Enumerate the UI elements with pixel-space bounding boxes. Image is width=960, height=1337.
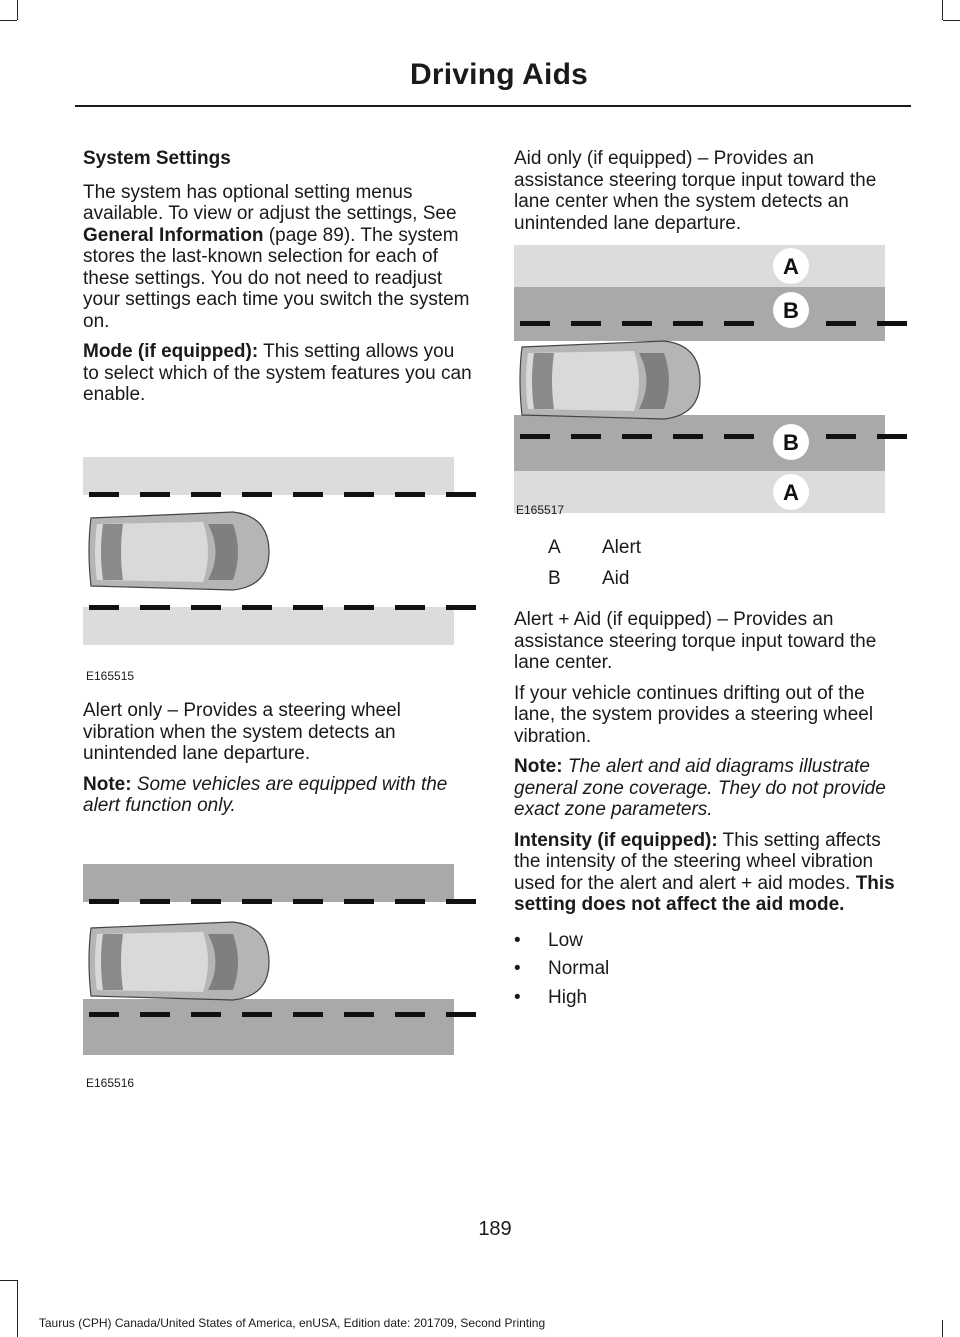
alert-zone-top <box>514 245 885 287</box>
crop-mark-bottom-right-v <box>942 1320 943 1337</box>
svg-text:B: B <box>783 430 799 455</box>
alert-zone-bottom <box>83 999 454 1055</box>
car-icon <box>520 341 700 419</box>
callout-a-bottom <box>773 474 809 510</box>
lane-figure-mode <box>83 455 477 647</box>
lane-figure-alert <box>83 862 477 1056</box>
alert-zone-bottom <box>514 471 885 513</box>
note-alert-only: Note: Some vehicles are equipped with the alert function only. <box>83 773 448 816</box>
figure-code-3: E165517 <box>516 503 565 517</box>
alert-aid-paragraph: Alert + Aid (if equipped) – Provides an assistance steering torque input toward the lane center. <box>514 609 877 673</box>
page-number: 189 <box>478 1218 512 1240</box>
system-settings-heading: System Settings <box>83 148 231 169</box>
right-column-lower <box>514 609 906 1015</box>
callout-b-top <box>773 292 809 328</box>
figure-code-2: E165516 <box>86 1076 135 1090</box>
crop-mark-bottom-left-h <box>0 1280 17 1281</box>
aid-zone-bottom <box>514 415 885 471</box>
crop-mark-top-left-h <box>0 20 17 21</box>
lane-figure-alert-aid <box>514 243 908 515</box>
svg-text:A: A <box>783 254 799 279</box>
figure-code-1: E165515 <box>86 669 135 683</box>
lane-zone-bottom <box>83 607 454 645</box>
left-column-lower <box>83 700 475 826</box>
general-information-link[interactable]: General Information <box>83 224 264 246</box>
lane-zone-top <box>83 457 454 495</box>
list-item: • Normal <box>514 958 610 979</box>
footer-text: Taurus (CPH) Canada/United States of America, enUSA, Edition date: 201709, Second Printing <box>38 1316 546 1330</box>
settings-paragraph: The system has optional setting menus available. To view or adjust the settings, See General Information (page 89). The system stores the last-known selection for each of these settings. You do not need to readjust your settings each time you switch the system on. <box>83 181 470 332</box>
section-title: Driving Aids <box>410 58 588 91</box>
mode-paragraph: Mode (if equipped): This setting allows you to select which of the system features you can enable. <box>83 341 472 405</box>
list-item: • High <box>514 986 588 1008</box>
svg-text:B: B <box>783 298 799 323</box>
car-icon <box>89 922 269 1000</box>
note-diagrams: Note: The alert and aid diagrams illustrate general zone coverage. They do not provide exact zone parameters. <box>514 756 886 820</box>
aid-zone-top <box>514 287 885 341</box>
drifting-paragraph: If your vehicle continues drifting out of the lane, the system provides a steering wheel vibration. <box>514 682 874 747</box>
aid-only-paragraph: Aid only (if equipped) – Provides an assistance steering torque input toward the lane center when the system detects an unintended lane departure. <box>514 148 877 234</box>
intensity-options <box>514 930 906 1009</box>
crop-mark-top-right-h <box>943 20 960 21</box>
svg-text:A: A <box>783 480 799 505</box>
header-divider <box>75 105 911 107</box>
list-item: • Low <box>514 929 583 951</box>
left-column <box>83 148 475 415</box>
crop-mark-top-left-v <box>17 0 18 20</box>
callout-b-bottom <box>773 424 809 460</box>
right-column-top <box>514 148 906 243</box>
intensity-paragraph: Intensity (if equipped): This setting affects the intensity of the steering wheel vibration used for the alert and alert + aid modes. This setting does not affect the aid mode. <box>514 829 895 915</box>
bullet-icon: • <box>514 958 521 979</box>
alert-zone-top <box>83 864 454 902</box>
alert-only-paragraph: Alert only – Provides a steering wheel vibration when the system detects an unintended lane departure. <box>83 700 401 764</box>
car-icon <box>89 512 269 590</box>
crop-mark-top-right-v <box>942 0 943 20</box>
bullet-icon: • <box>514 986 521 1008</box>
bullet-icon: • <box>514 929 521 951</box>
callout-a-top <box>773 248 809 284</box>
